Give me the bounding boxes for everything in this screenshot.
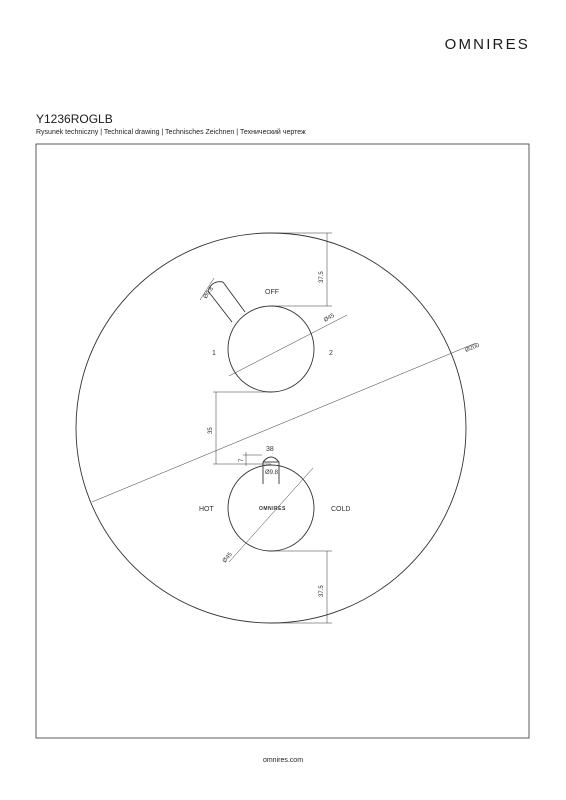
dim-dia-knob-top: Ø45 bbox=[323, 312, 336, 324]
dim-dia-lever-top: Ø9.8 bbox=[202, 286, 216, 301]
top-lever bbox=[208, 282, 245, 322]
knob-logo: OMNIRES bbox=[259, 506, 286, 512]
dim-lever-height: 7 bbox=[239, 458, 245, 462]
dim-dia-plate: Ø200 bbox=[464, 342, 481, 354]
dim-line-plate bbox=[92, 343, 476, 502]
spacing-dimension bbox=[213, 392, 271, 464]
dim-line-knob-top bbox=[229, 312, 347, 376]
dim-lever-width: 38 bbox=[266, 446, 274, 453]
label-off: OFF bbox=[265, 289, 279, 296]
label-cold: COLD bbox=[331, 506, 351, 513]
brand-logo: OMNIRES bbox=[444, 36, 530, 53]
drawing-subtitle: Rysunek techniczny | Technical drawing | Technisches Zeichnen | Технический чертеж bbox=[36, 129, 306, 136]
dim-spacing: 35 bbox=[208, 427, 214, 434]
label-position-2: 2 bbox=[329, 350, 333, 357]
dim-bottom-offset: 37.5 bbox=[319, 585, 325, 597]
dim-dia-lever-bottom: Ø9.8 bbox=[265, 470, 279, 476]
footer-url[interactable]: omnires.com bbox=[262, 757, 304, 764]
dim-line-knob-bottom bbox=[229, 468, 313, 562]
top-knob-circle bbox=[228, 306, 314, 392]
label-hot: HOT bbox=[199, 506, 214, 513]
dim-dia-knob-bottom: Ø45 bbox=[221, 551, 234, 565]
model-title: Y1236ROGLB bbox=[36, 112, 113, 126]
top-offset-dimension bbox=[271, 233, 332, 306]
dim-top-offset: 37.5 bbox=[319, 271, 325, 283]
label-position-1: 1 bbox=[212, 350, 216, 357]
